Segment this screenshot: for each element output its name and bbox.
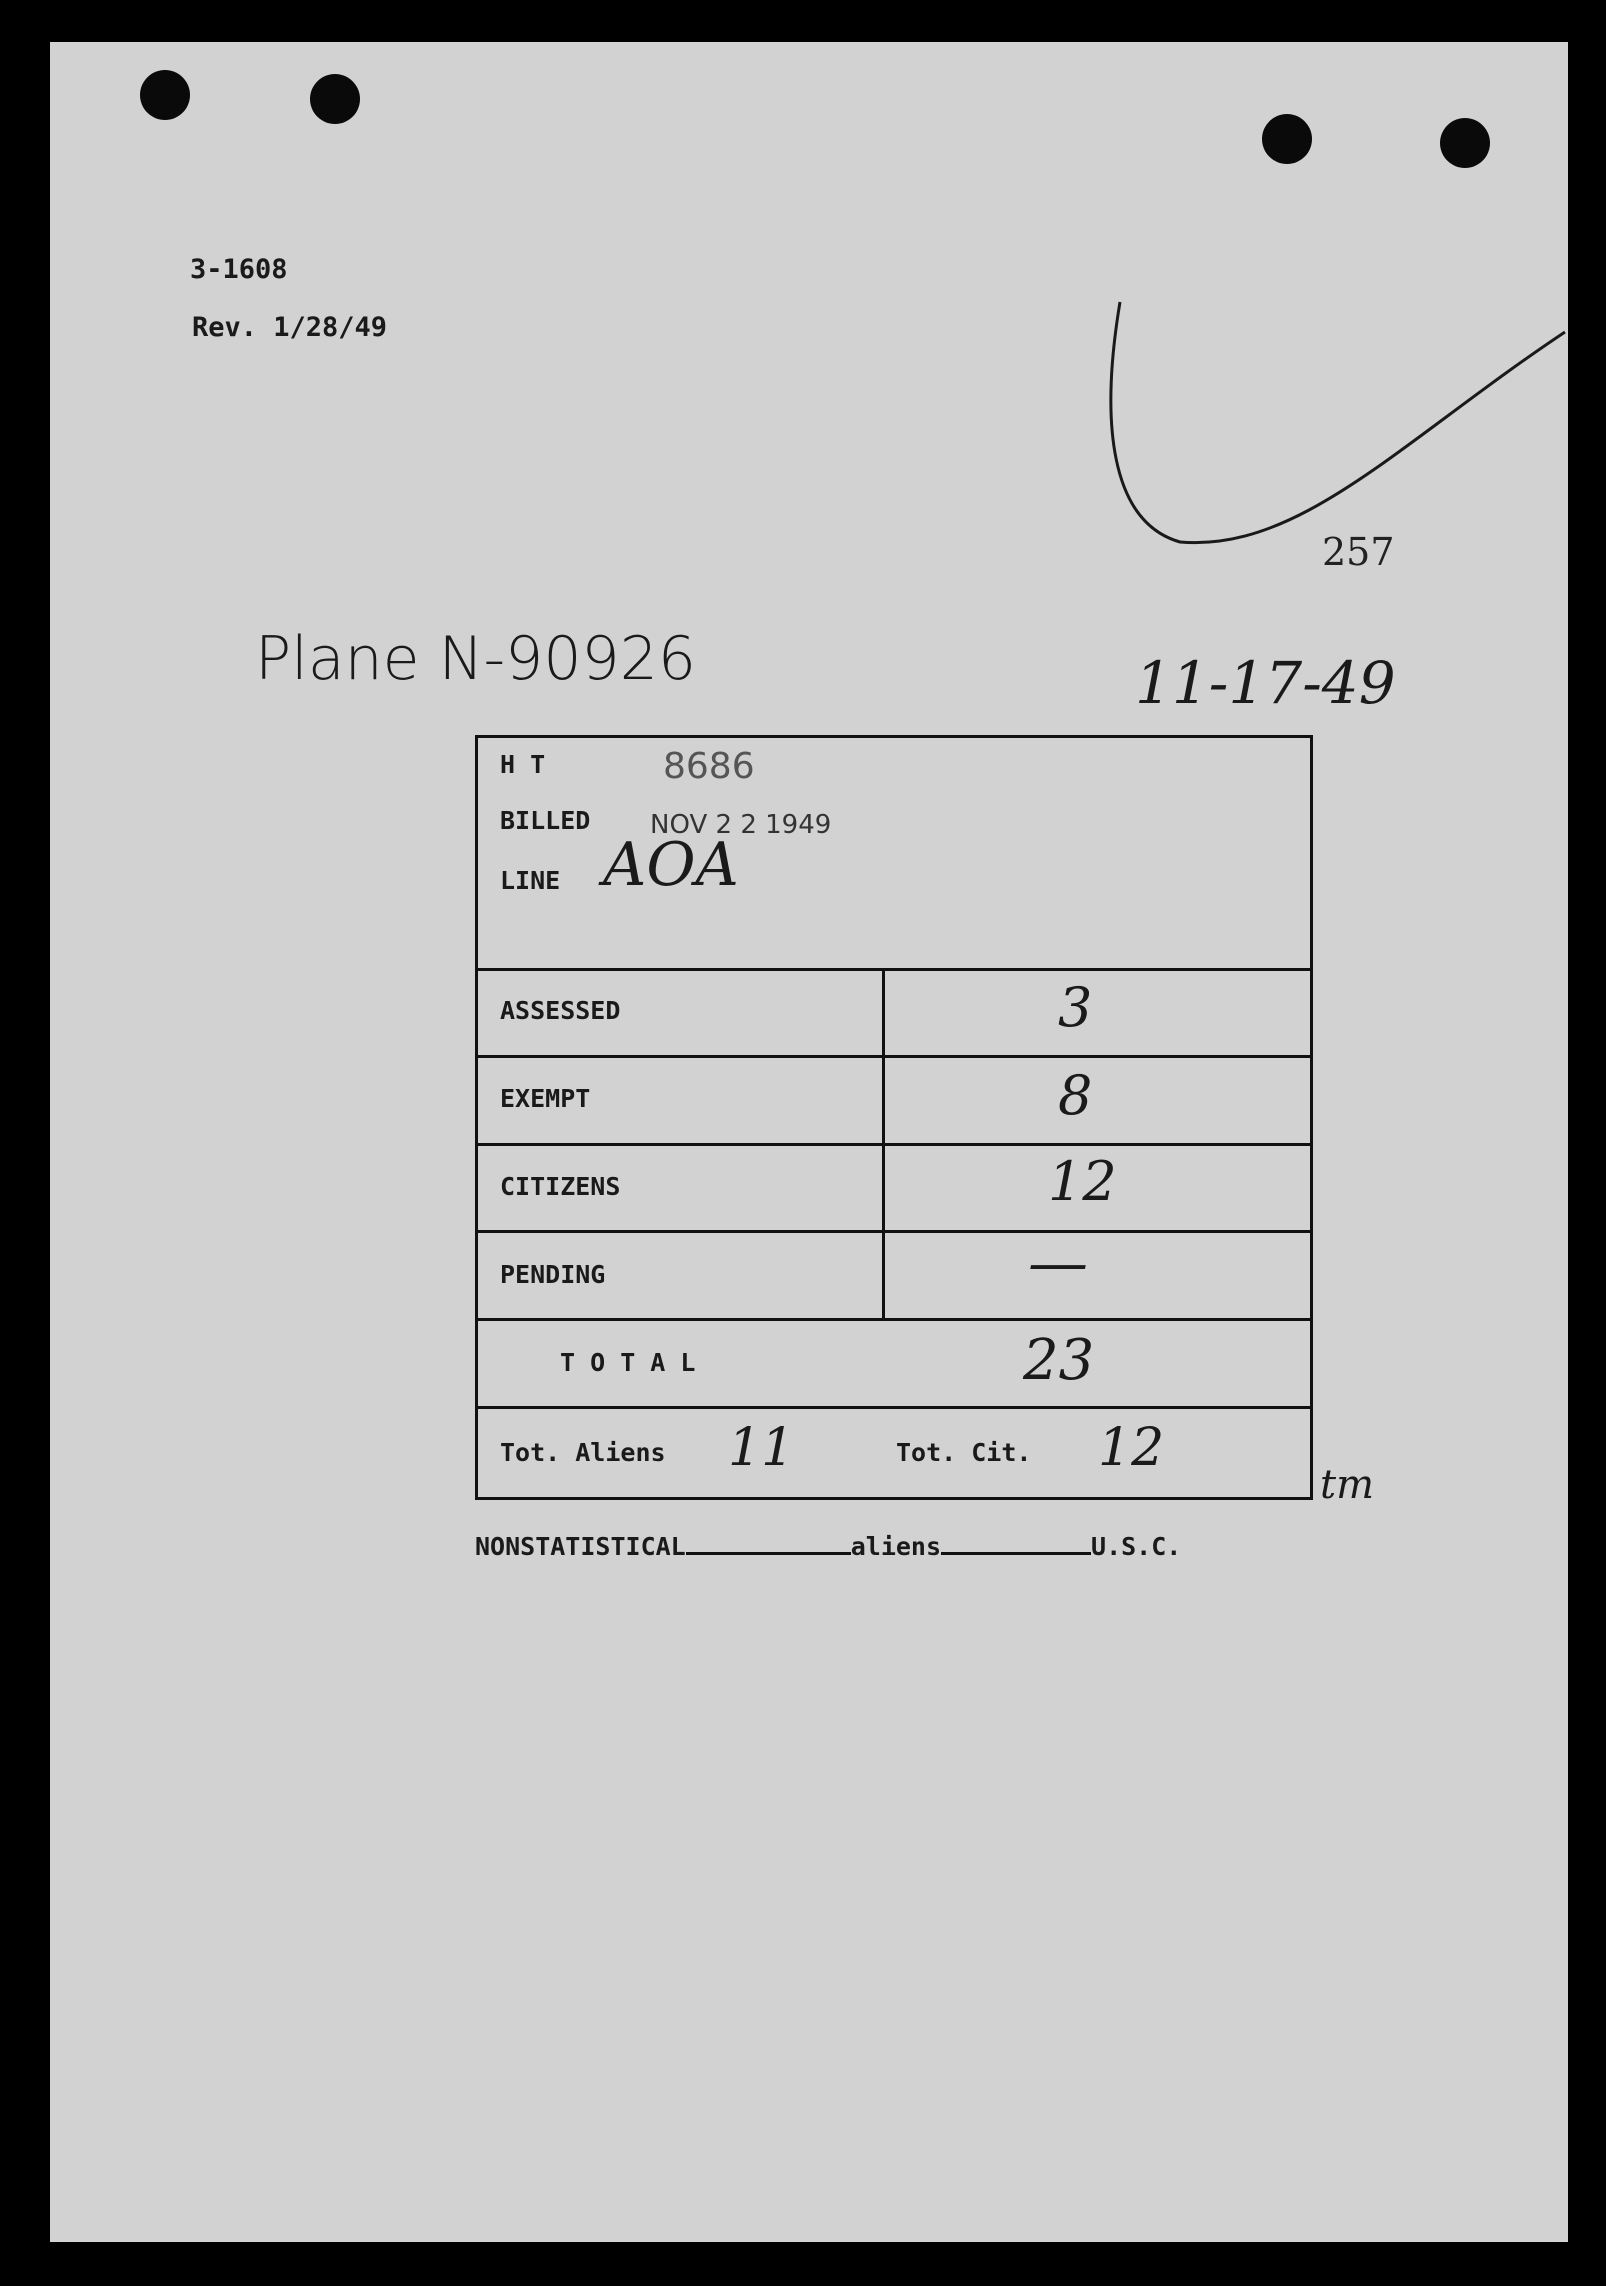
billed-label: BILLED	[500, 806, 591, 835]
punch-hole-icon	[1440, 118, 1490, 168]
punch-hole-icon	[140, 70, 190, 120]
form-revision: Rev. 1/28/49	[192, 312, 388, 343]
row-label: ASSESSED	[500, 996, 621, 1025]
ht-stamp: 8686	[663, 746, 755, 787]
row-value: 3	[1058, 976, 1093, 1039]
row-label: PENDING	[500, 1260, 606, 1289]
tot-aliens-label: Tot. Aliens	[500, 1438, 666, 1467]
ht-label: H T	[500, 750, 546, 779]
nonstat-label: NONSTATISTICAL	[475, 1532, 686, 1561]
total-label: T O T A L	[560, 1348, 696, 1377]
line-label: LINE	[500, 866, 561, 895]
billed-stamp: NOV 2 2 1949	[650, 810, 832, 840]
tally-table	[475, 735, 1313, 1500]
punch-hole-icon	[310, 74, 360, 124]
nonstatistical-line	[475, 1532, 1181, 1561]
punch-hole-icon	[1262, 114, 1312, 164]
initials: tm	[1320, 1462, 1375, 1508]
usc-label: U.S.C.	[1091, 1532, 1182, 1561]
row-value: 8	[1058, 1064, 1093, 1127]
tot-aliens-value: 11	[728, 1418, 795, 1478]
row-label: EXEMPT	[500, 1084, 591, 1113]
usc-blank	[941, 1552, 1091, 1555]
total-value: 23	[1023, 1328, 1095, 1393]
page-number: 257	[1322, 530, 1395, 574]
form-page	[50, 42, 1568, 2242]
handwritten-date: 11-17-49	[1135, 649, 1396, 717]
tot-cit-label: Tot. Cit.	[896, 1438, 1032, 1467]
form-number: 3-1608	[190, 254, 288, 285]
tot-cit-value: 12	[1098, 1418, 1165, 1478]
row-label: CITIZENS	[500, 1172, 621, 1201]
nonstat-blank	[686, 1552, 851, 1555]
line-value: AOA	[603, 830, 739, 900]
plane-number: Plane N-90926	[255, 624, 697, 694]
check-mark-icon	[1100, 282, 1570, 562]
row-value: 12	[1048, 1150, 1117, 1213]
row-value: —	[1028, 1228, 1088, 1298]
aliens-label: aliens	[850, 1532, 942, 1561]
